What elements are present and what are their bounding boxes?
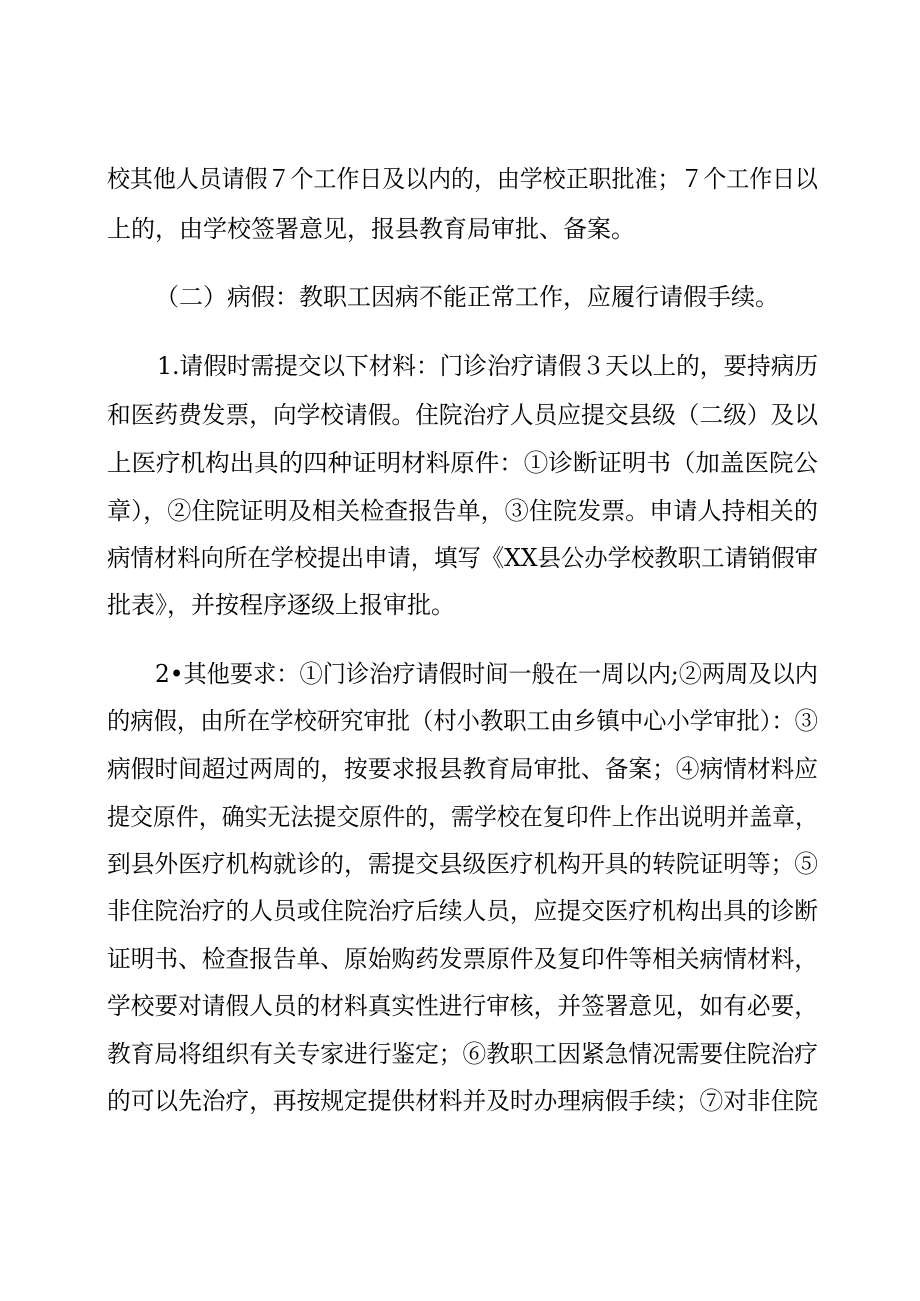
text-line: [0, 1030, 920, 1078]
text-line: [0, 935, 920, 983]
line-text: 学校要对请假人员的材料真实性进行审核，并签署意见，如有必要，: [107, 992, 818, 1020]
text-line: [0, 650, 920, 698]
line-text: 上医疗机构出具的四种证明材料原件：①诊断证明书（加盖医院公: [107, 449, 818, 477]
text-line: [0, 205, 920, 253]
line-text: 非住院治疗的人员或住院治疗后续人员，应提交医疗机构出具的诊断: [107, 897, 818, 925]
line-text: 病假时间超过两周的，按要求报县教育局审批、备案；④病情材料应: [107, 755, 818, 783]
line-text: 上的，由学校签署意见，报县教育局审批、备案。: [107, 215, 635, 243]
line-text: 和医药费发票，向学校请假。住院治疗人员应提交县级（二级）及以: [107, 401, 818, 429]
line-text: 教育局将组织有关专家进行鉴定；⑥教职工因紧急情况需要住院治疗: [107, 1040, 818, 1068]
text-line: [0, 273, 920, 321]
text-line: [0, 487, 920, 535]
text-line: [0, 439, 920, 487]
line-text: 病情材料向所在学校提出申请，填写《XX县公办学校教职工请销假审: [107, 544, 818, 572]
text-line: [0, 391, 920, 439]
text-line: [0, 697, 920, 745]
text-line: [0, 887, 920, 935]
line-text: 校其他人员请假７个工作日及以内的，由学校正职批准；７个工作日以: [107, 165, 818, 193]
line-text: 章），②住院证明及相关检查报告单，③住院发票。申请人持相关的: [107, 497, 818, 525]
text-line: [0, 155, 920, 203]
line-text: 2•其他要求：①门诊治疗请假时间一般在一周以内;②两周及以内: [155, 660, 818, 688]
line-text: 证明书、检查报告单、原始购药发票原件及复印件等相关病情材料，: [107, 945, 818, 973]
text-line: [0, 982, 920, 1030]
line-text: 提交原件，确实无法提交原件的，需学校在复印件上作出说明并盖章，: [107, 803, 818, 831]
text-line: [0, 840, 920, 888]
text-line: [0, 745, 920, 793]
line-text: 批表》，并按程序逐级上报审批。: [107, 591, 455, 619]
line-text: 的可以先治疗，再按规定提供材料并及时办理病假手续；⑦对非住院: [107, 1087, 818, 1115]
line-text: 的病假，由所在学校研究审批（村小教职工由乡镇中心小学审批）：③: [107, 707, 818, 735]
line-text: 1.请假时需提交以下材料：门诊治疗请假３天以上的，要持病历: [157, 352, 818, 380]
text-line: [0, 1077, 920, 1125]
line-text: （二）病假：教职工因病不能正常工作，应履行请假手续。: [155, 283, 779, 311]
text-line: [0, 793, 920, 841]
text-line: [0, 342, 920, 390]
text-line: [0, 534, 920, 582]
text-line: [0, 581, 920, 629]
line-text: 到县外医疗机构就诊的，需提交县级医疗机构开具的转院证明等；⑤: [107, 850, 818, 878]
